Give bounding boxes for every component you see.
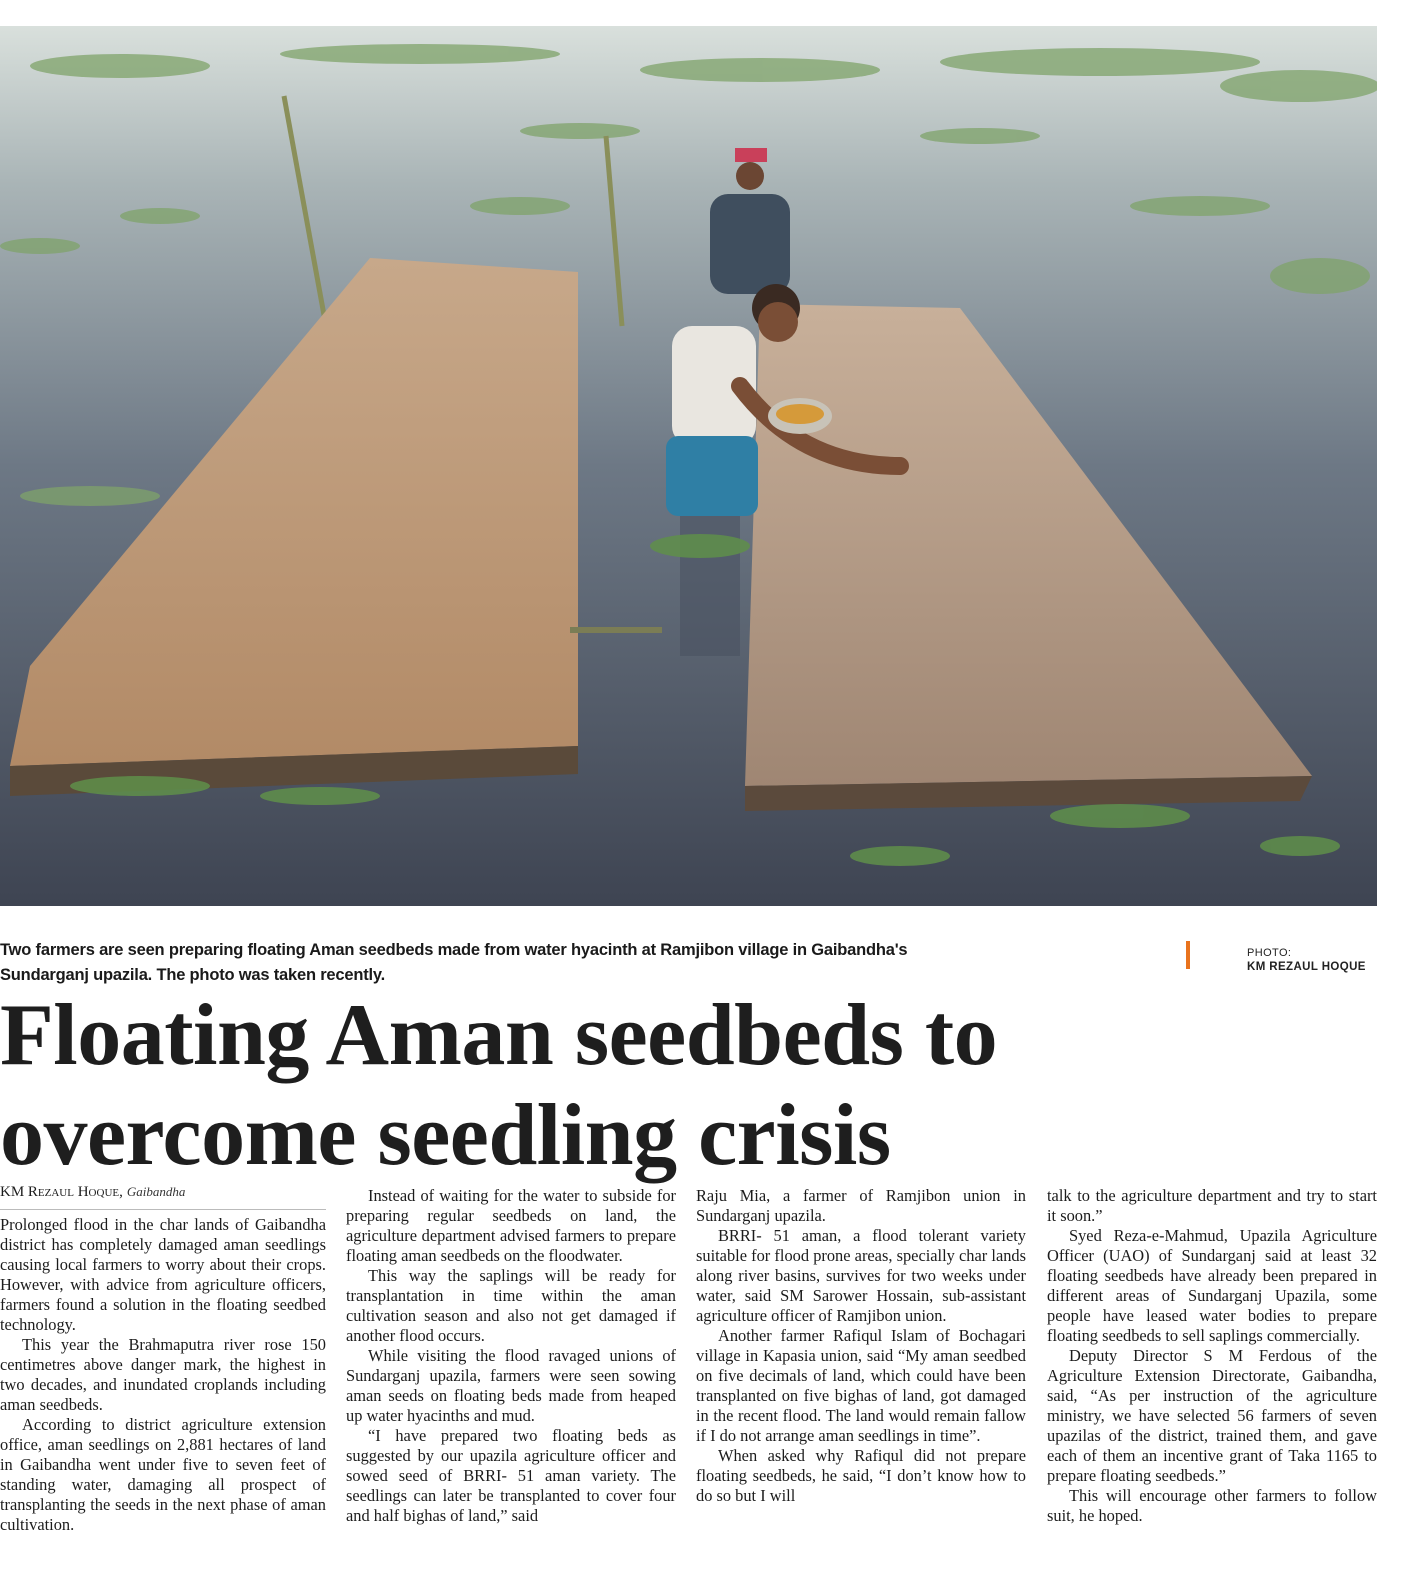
paragraph: This will encourage other farmers to follow suit, he hoped. xyxy=(1047,1486,1377,1525)
news-photo-floating-seedbeds xyxy=(0,26,1377,906)
paragraph: While visiting the flood ravaged unions of Sundarganj upazila, farmers were seen sowing aman seeds on floating beds made from heaped up water hyacinths and mud. xyxy=(346,1346,676,1425)
photo-credit xyxy=(1247,946,1366,974)
byline-location: Gaibandha xyxy=(126,1184,186,1199)
headline xyxy=(0,986,1180,1186)
paragraph: Prolonged flood in the char lands of Gaibandha district has completely damaged aman seedlings causing local farmers to worry about their crops. However, with advice from agriculture officers, farmers found a solution in the floating seedbed technology. xyxy=(0,1215,326,1334)
paragraph: According to district agriculture extension office, aman seedlings on 2,881 hectares of land in Gaibandha went under five to seven feet of standing water, damaging all prospect of transplanting the seeds in the next phase of aman cultivation. xyxy=(0,1415,326,1534)
paragraph: “I have prepared two floating beds as suggested by our upazila agriculture officer and sowed seed of BRRI- 51 aman variety. The seedlings can later be transplanted to cover four and half bighas of land,” said xyxy=(346,1426,676,1525)
headline-line-2: overcome seedling crisis xyxy=(0,1087,891,1184)
paragraph: Deputy Director S M Ferdous of the Agriculture Extension Directorate, Gaibandha, said, “As per instruction of the agriculture ministry, we have selected 56 farmers of seven upazilas of the district, trained them, and gave each of them an incentive grant of Taka 1165 to prepare floating seedbeds.” xyxy=(1047,1346,1377,1485)
byline-author: KM Rezaul Hoque, xyxy=(0,1184,123,1200)
article-column-1 xyxy=(0,1215,326,1535)
paragraph: talk to the agriculture department and try to start it soon.” xyxy=(1047,1186,1377,1225)
paragraph: BRRI- 51 aman, a flood tolerant variety suitable for flood prone areas, specially char lands along river basins, survives for two weeks under water, said SM Sarower Hossain, sub-assistant agriculture officer of Ramjibon union. xyxy=(696,1226,1026,1325)
paragraph: This way the saplings will be ready for transplantation in time within the aman cultivation season and also not get damaged if another flood occurs. xyxy=(346,1266,676,1345)
article-column-2 xyxy=(346,1186,676,1526)
byline xyxy=(0,1183,326,1210)
photo-credit-label: PHOTO: xyxy=(1247,947,1292,959)
paragraph: Syed Reza-e-Mahmud, Upazila Agriculture Officer (UAO) of Sundarganj said at least 32 floating seedbeds have already been prepared in different areas of Sundarganj Upazila, some people have leased water bodies to prepare floating seedbeds to sell saplings commercially. xyxy=(1047,1226,1377,1345)
article-column-4 xyxy=(1047,1186,1377,1526)
photo-credit-name: KM REZAUL HOQUE xyxy=(1247,961,1366,973)
photo-caption: Two farmers are seen preparing floating Aman seedbeds made from water hyacinth at Ramjibon village in Gaibandha's Sundarganj upazila. The photo was taken recently. xyxy=(0,941,908,984)
paragraph: Another farmer Rafiqul Islam of Bochagari village in Kapasia union, said “My aman seedbed on five decimals of land, which could have been transplanted on five bighas of land, got damaged in the recent flood. The land would remain fallow if I do not arrange aman seedlings in time”. xyxy=(696,1326,1026,1445)
article-column-3 xyxy=(696,1186,1026,1506)
paragraph: When asked why Rafiqul did not prepare floating seedbeds, he said, “I don’t know how to do so but I will xyxy=(696,1446,1026,1505)
paragraph: Instead of waiting for the water to subside for preparing regular seedbeds on land, the agriculture department advised farmers to prepare floating aman seedbeds on the floodwater. xyxy=(346,1186,676,1265)
caption-accent-bar xyxy=(1186,941,1190,969)
headline-line-1: Floating Aman seedbeds to xyxy=(0,987,998,1084)
paragraph: This year the Brahmaputra river rose 150 centimetres above danger mark, the highest in two decades, and inundated croplands including aman seedbeds. xyxy=(0,1335,326,1414)
paragraph: Raju Mia, a farmer of Ramjibon union in Sundarganj upazila. xyxy=(696,1186,1026,1225)
